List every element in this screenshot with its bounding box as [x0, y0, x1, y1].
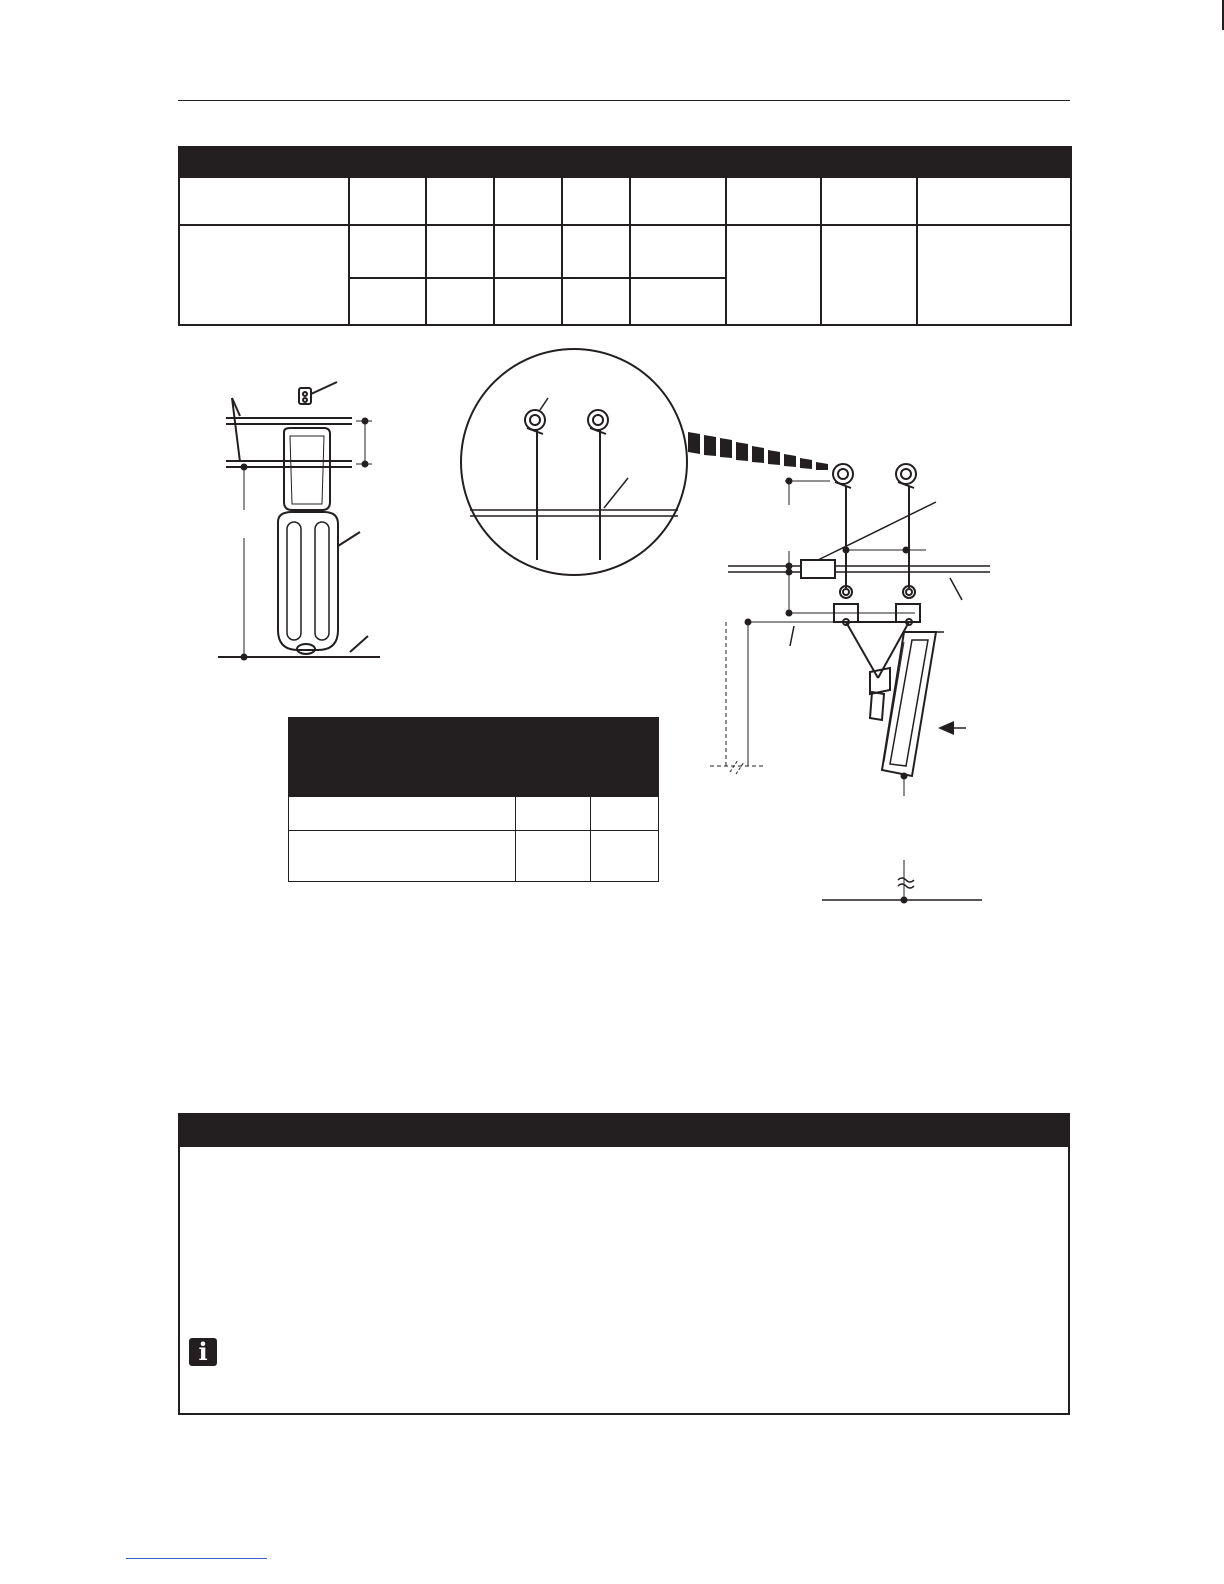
- info-icon: i: [189, 1338, 217, 1366]
- detail-magnifier-drawing: [461, 349, 828, 575]
- eye-bolt-icon: [896, 464, 916, 488]
- hanging-display-drawing: [710, 464, 990, 903]
- table-cell: [516, 797, 591, 831]
- table-cell: [289, 797, 516, 831]
- note-text: [230, 1335, 1048, 1365]
- quantity-table: [288, 717, 659, 882]
- table-cell: [591, 797, 659, 831]
- note-header: [180, 1115, 1068, 1147]
- arrow-left-icon: [938, 721, 966, 735]
- eye-bolt-icon: [588, 410, 608, 560]
- table-row: [289, 797, 659, 831]
- side-view-drawing: [218, 382, 380, 660]
- table-cell: [516, 831, 591, 882]
- screw-icon: [299, 388, 311, 404]
- footer-link-underline[interactable]: [126, 1558, 267, 1559]
- note-box: [178, 1113, 1070, 1415]
- eye-bolt-icon: [525, 410, 545, 560]
- table-cell: [289, 831, 516, 882]
- break-mark-icon: [898, 878, 914, 888]
- eye-bolt-icon: [833, 464, 853, 488]
- table-cell: [591, 831, 659, 882]
- table-row: [289, 831, 659, 882]
- quantity-table-header: [289, 718, 659, 797]
